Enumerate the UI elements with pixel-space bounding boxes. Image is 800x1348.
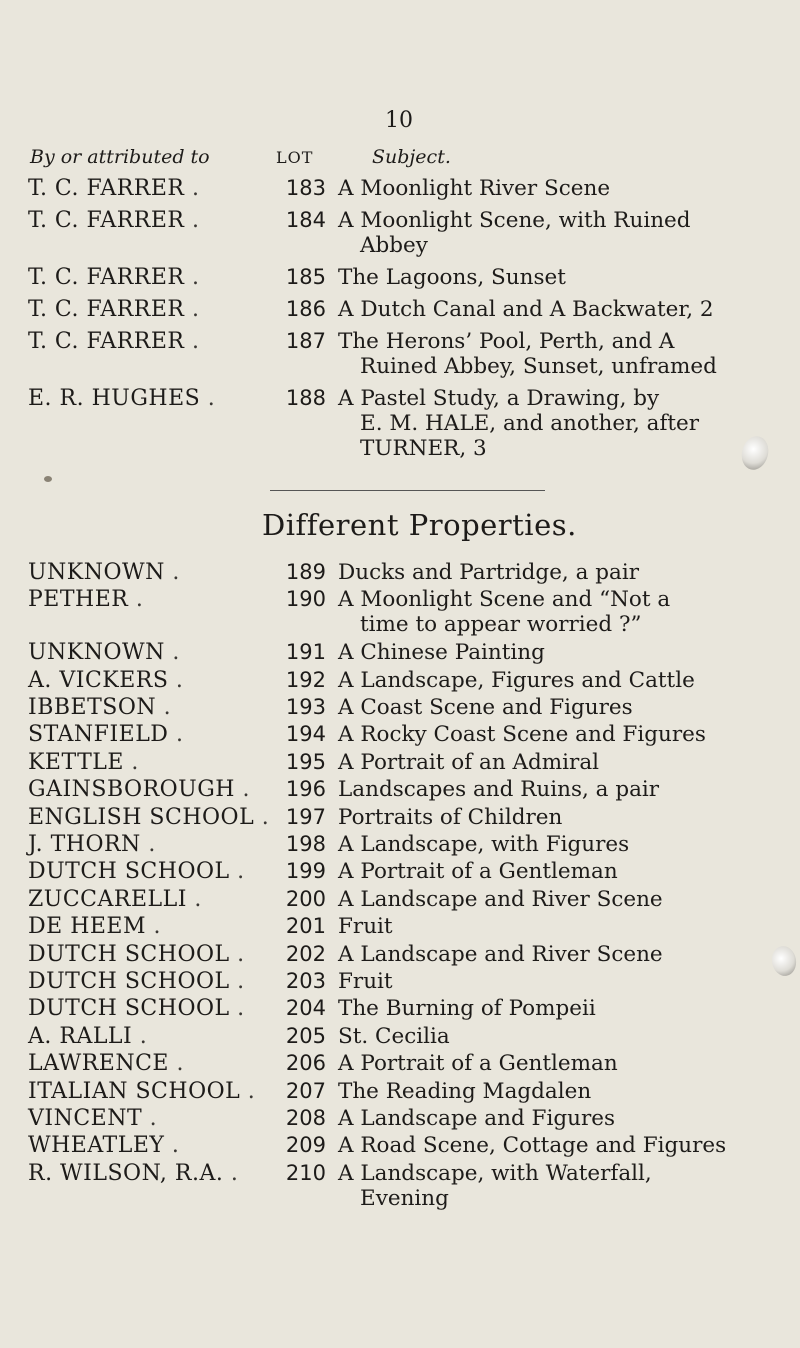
lot-subject	[338, 1106, 788, 1131]
lot-subject-line: A Landscape and River Scene	[338, 941, 663, 967]
artist-name	[28, 386, 268, 411]
lot-subject	[338, 640, 788, 665]
lot-subject-line: A Pastel Study, a Drawing, by	[338, 386, 660, 411]
artist-name-text: WHEATLEY	[28, 1133, 165, 1159]
artist-name	[28, 859, 268, 884]
artist-name-text: T. C. FARRER	[28, 329, 185, 354]
lot-subject	[338, 297, 788, 322]
leader-dots: .	[175, 667, 184, 693]
leader-dots: .	[261, 804, 270, 830]
lot-number: 201	[285, 914, 326, 939]
lot-subject	[338, 1079, 788, 1104]
lot-number: 198	[285, 832, 326, 856]
artist-name-text: ZUCCARELLI	[28, 886, 187, 912]
leader-dots: .	[172, 640, 180, 666]
lot-number: 192	[285, 667, 326, 692]
lot-number: 195	[285, 749, 326, 774]
artist-name-text: T. C. FARRER	[28, 297, 185, 322]
lot-subject-line: The Herons’ Pool, Perth, and A	[338, 329, 675, 354]
lot-number: 185	[285, 265, 326, 289]
lot-subject-line: TURNER, 3	[360, 436, 487, 461]
lot-subject	[338, 969, 788, 994]
lot-number: 206	[285, 1051, 326, 1076]
lot-subject-line: A Moonlight River Scene	[338, 176, 611, 201]
artist-name	[28, 1106, 268, 1131]
artist-name	[28, 942, 268, 967]
artist-name-text: J. THORN	[28, 832, 141, 857]
artist-name-text: E. R. HUGHES	[28, 386, 201, 411]
leader-dots: .	[172, 560, 180, 585]
lot-number: 210	[285, 1160, 326, 1185]
lot-subject	[338, 996, 788, 1021]
lot-subject-line: Fruit	[338, 914, 393, 940]
artist-name	[28, 832, 268, 857]
lot-subject	[338, 942, 788, 967]
leader-dots: .	[153, 914, 162, 940]
lot-subject-line: Landscapes and Ruins, a pair	[338, 777, 660, 803]
lot-subject	[338, 329, 788, 379]
artist-name	[28, 265, 268, 290]
artist-name-text: IBBETSON	[28, 695, 157, 720]
artist-name-text: ENGLISH SCHOOL	[28, 804, 255, 830]
lot-subject-line: A Dutch Canal and A Backwater, 2	[338, 297, 714, 322]
artist-name	[28, 208, 268, 233]
lot-subject-line: A Portrait of an Admiral	[338, 749, 600, 775]
leader-dots: .	[237, 996, 245, 1022]
lot-subject-line: Ducks and Partridge, a pair	[338, 560, 639, 585]
lot-subject	[338, 587, 788, 637]
lot-subject-line: A Rocky Coast Scene and Figures	[338, 722, 706, 748]
lot-subject-line: The Reading Magdalen	[338, 1078, 592, 1104]
artist-name-text: GAINSBOROUGH	[28, 777, 235, 803]
artist-name-text: UNKNOWN	[28, 640, 165, 666]
artist-name-text: A. RALLI	[28, 1023, 133, 1049]
lot-subject-line: Abbey	[360, 233, 428, 258]
artist-name	[28, 1079, 268, 1104]
artist-name	[28, 996, 268, 1021]
lot-subject-line: A Moonlight Scene, with Ruined	[338, 208, 691, 233]
lot-subject	[338, 265, 788, 290]
lot-subject	[338, 1024, 788, 1049]
lot-subject	[338, 1051, 788, 1076]
artist-name	[28, 1161, 268, 1186]
lot-subject-line: Portraits of Children	[338, 804, 563, 830]
lot-subject-line: Evening	[360, 1185, 449, 1211]
lot-subject-line: A Portrait of a Gentleman	[338, 1051, 618, 1077]
lot-subject-line: The Burning of Pompeii	[338, 996, 596, 1022]
artist-name-text: T. C. FARRER	[28, 265, 185, 290]
artist-name-text: LAWRENCE	[28, 1051, 169, 1077]
leader-dots: .	[135, 587, 144, 613]
lot-subject-line: A Landscape, Figures and Cattle	[338, 667, 695, 693]
lot-number: 204	[285, 996, 326, 1021]
leader-dots: .	[191, 208, 200, 233]
artist-name-text: KETTLE	[28, 749, 124, 775]
lot-subject-line: A Chinese Painting	[338, 640, 545, 666]
artist-name-text: A. VICKERS	[28, 667, 169, 693]
artist-name	[28, 1024, 268, 1049]
lot-subject	[338, 668, 788, 693]
artist-name-text: DUTCH SCHOOL	[28, 941, 230, 967]
artist-name	[28, 560, 268, 585]
lot-subject	[338, 386, 788, 461]
leader-dots: .	[139, 1023, 148, 1049]
lot-number: 199	[285, 859, 326, 884]
lot-subject-line: Fruit	[338, 969, 393, 994]
leader-dots: .	[131, 749, 139, 775]
lot-subject	[338, 1161, 788, 1211]
lot-subject-line: A Portrait of a Gentleman	[338, 859, 618, 885]
leader-dots: .	[247, 1078, 256, 1104]
artist-name-text: UNKNOWN	[28, 560, 165, 585]
artist-name	[28, 695, 268, 720]
artist-name	[28, 297, 268, 322]
lot-subject-line: A Coast Scene and Figures	[338, 695, 633, 720]
leader-dots: .	[237, 941, 245, 967]
section-divider	[270, 490, 545, 491]
lot-subject-line: A Landscape, with Figures	[338, 832, 630, 857]
artist-name	[28, 777, 268, 802]
leader-dots: .	[194, 886, 202, 912]
lot-subject-line: E. M. HALE, and another, after	[360, 411, 700, 436]
column-headers	[0, 146, 800, 176]
lot-number: 189	[285, 560, 326, 584]
leader-dots: .	[175, 722, 184, 748]
artist-name	[28, 668, 268, 693]
artist-name	[28, 176, 268, 201]
leader-dots: .	[242, 777, 250, 803]
lot-subject-line: A Landscape, with Waterfall,	[338, 1160, 652, 1186]
leader-dots: .	[163, 695, 172, 720]
lot-number: 196	[285, 777, 326, 802]
lot-number: 187	[285, 329, 326, 353]
lot-subject	[338, 208, 788, 258]
artist-name-text: T. C. FARRER	[28, 208, 185, 233]
artist-name	[28, 805, 268, 830]
leader-dots: .	[237, 859, 245, 885]
artist-name-text: PETHER	[28, 587, 129, 613]
lot-subject-line: St. Cecilia	[338, 1023, 450, 1049]
lot-number: 193	[285, 695, 326, 719]
page-number: 10	[385, 108, 413, 133]
lot-number: 209	[285, 1133, 326, 1158]
artist-name	[28, 722, 268, 747]
lot-number: 194	[285, 722, 326, 747]
lot-number: 207	[285, 1078, 326, 1103]
artist-name-text: DE HEEM	[28, 914, 147, 940]
artist-name-text: DUTCH SCHOOL	[28, 996, 230, 1022]
lot-subject	[338, 859, 788, 884]
artist-name-text: R. WILSON, R.A.	[28, 1160, 224, 1186]
lot-number: 191	[285, 640, 326, 665]
artist-column-header: By or attributed to	[30, 146, 210, 168]
artist-name	[28, 969, 268, 994]
leader-dots: .	[149, 1106, 158, 1131]
lot-subject-line: time to appear worried ?”	[360, 612, 642, 638]
lot-column-header: LOT	[276, 148, 314, 167]
lot-subject	[338, 695, 788, 720]
artist-name	[28, 329, 268, 354]
lot-subject	[338, 832, 788, 857]
leader-dots: .	[148, 832, 156, 857]
lot-number: 190	[285, 587, 326, 612]
lot-subject-line: The Lagoons, Sunset	[338, 265, 566, 290]
artist-name-text: T. C. FARRER	[28, 176, 185, 201]
subject-column-header: Subject.	[372, 146, 451, 168]
lot-subject	[338, 805, 788, 830]
lot-number: 208	[285, 1106, 326, 1130]
lot-subject-line: A Road Scene, Cottage and Figures	[338, 1133, 727, 1159]
artist-name-text: VINCENT	[28, 1106, 143, 1131]
artist-name	[28, 1051, 268, 1076]
lot-subject-line: A Landscape and Figures	[338, 1106, 615, 1131]
artist-name	[28, 587, 268, 612]
lot-subject-line: Ruined Abbey, Sunset, unframed	[360, 354, 717, 379]
artist-name-text: DUTCH SCHOOL	[28, 969, 230, 994]
leader-dots: .	[171, 1133, 180, 1159]
leader-dots: .	[191, 176, 200, 201]
artist-name-text: DUTCH SCHOOL	[28, 859, 230, 885]
lot-subject	[338, 777, 788, 802]
leader-dots: .	[230, 1160, 239, 1186]
lot-subject	[338, 750, 788, 775]
artist-name	[28, 1133, 268, 1158]
leader-dots: .	[176, 1051, 184, 1077]
section-title: Different Properties.	[262, 508, 577, 542]
artist-name-text: ITALIAN SCHOOL	[28, 1078, 241, 1104]
lot-number: 197	[285, 804, 326, 829]
lot-subject	[338, 560, 788, 585]
lot-number: 184	[285, 208, 326, 232]
artist-name	[28, 640, 268, 665]
lot-subject	[338, 176, 788, 201]
artist-name	[28, 914, 268, 939]
lot-number: 202	[285, 941, 326, 966]
leader-dots: .	[191, 297, 200, 322]
lot-number: 183	[285, 176, 326, 200]
artist-name	[28, 887, 268, 912]
ink-speck	[44, 476, 52, 482]
lot-number: 205	[285, 1023, 326, 1048]
lot-number: 188	[285, 386, 326, 410]
lot-number: 186	[285, 297, 326, 321]
leader-dots: .	[191, 265, 200, 290]
lot-subject	[338, 914, 788, 939]
artist-name	[28, 750, 268, 775]
lot-number: 203	[285, 969, 326, 993]
leader-dots: .	[207, 386, 216, 411]
leader-dots: .	[237, 969, 245, 994]
lot-subject-line: A Landscape and River Scene	[338, 886, 663, 912]
lot-number: 200	[285, 886, 326, 911]
artist-name-text: STANFIELD	[28, 722, 169, 748]
leader-dots: .	[191, 329, 200, 354]
lot-subject	[338, 887, 788, 912]
lot-subject-line: A Moonlight Scene and “Not a	[338, 587, 671, 613]
lot-subject	[338, 722, 788, 747]
lot-subject	[338, 1133, 788, 1158]
